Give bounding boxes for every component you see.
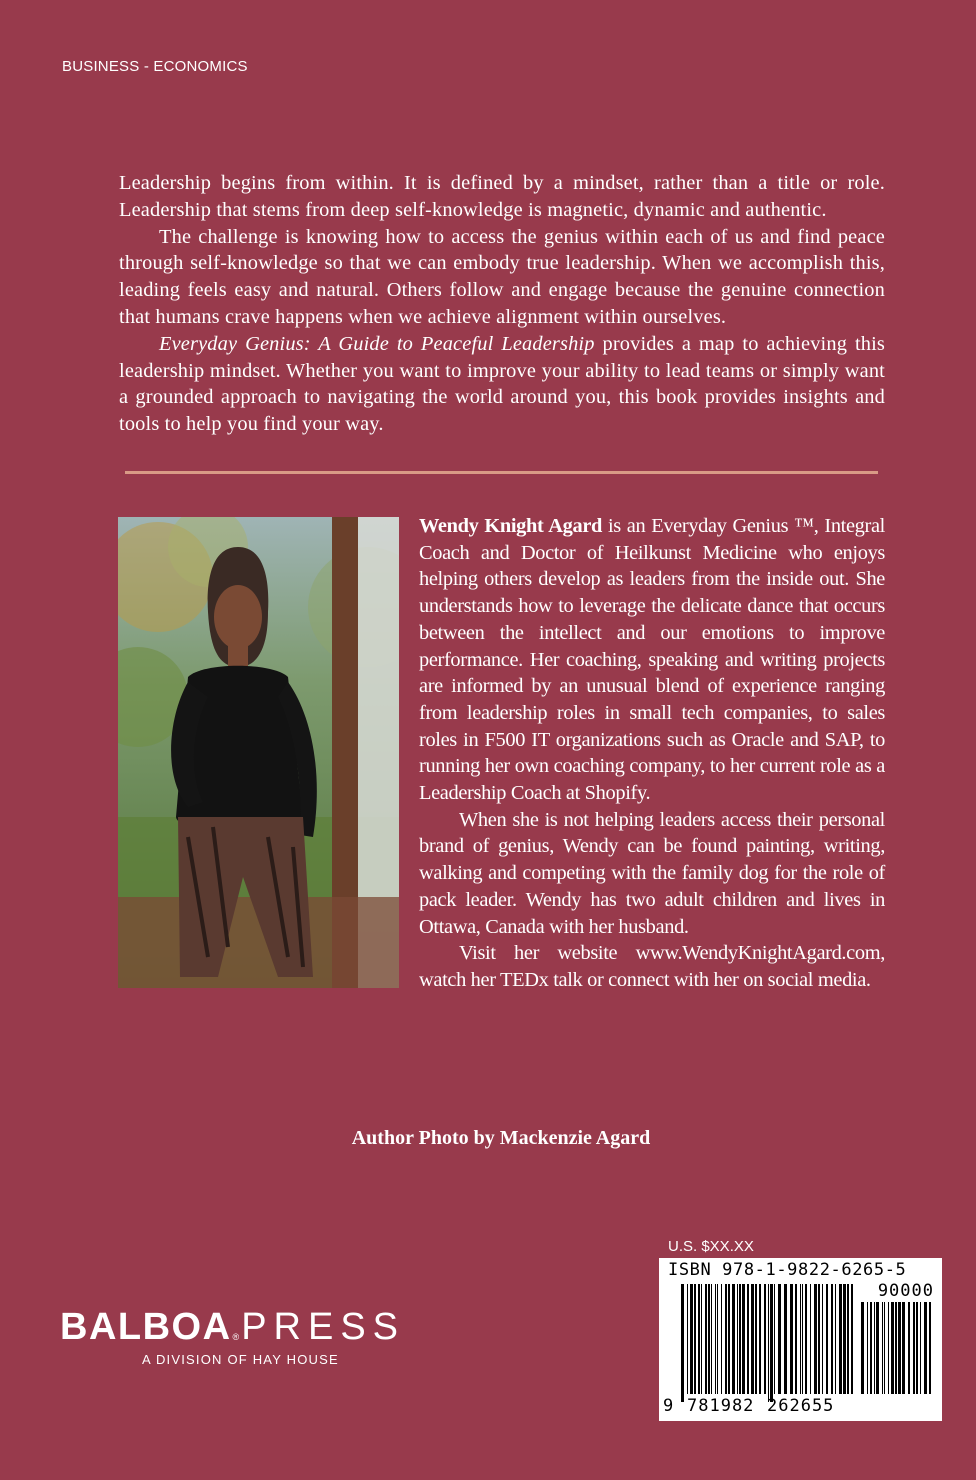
registered-mark: ® [232,1332,240,1342]
barcode-bar [805,1284,807,1394]
barcode-bar [759,1284,761,1394]
ean-first-digit: 9 [663,1396,674,1416]
barcode-bar [867,1302,868,1394]
barcode-bar [698,1284,700,1394]
barcode-bar [790,1284,793,1394]
photo-credit: Author Photo by Mackenzie Agard [351,1127,651,1149]
bio-paragraph-1-text: is an Everyday Genius ™, Integral Coach and Doctor of Heilkunst Medicine who enjoys helping others develop as leaders from the inside out. She understands how to leverage the delicate dance that occurs between the intellect and our emotions to improve performance. Her coaching, speaking and writing projects are informed by an unusual blend of experience ranging from leadership roles in small tech companies, to sales roles in F500 IT organizations such as Oracle and SAP, to running her own coaching company, to her current role as a Leadership Coach at Shopify. [419,515,885,805]
barcode-bar [690,1284,693,1394]
barcode-bar [822,1284,823,1394]
barcode-bar [717,1284,718,1394]
barcode-bar [747,1284,749,1394]
bio-paragraph-3: Visit her website www.WendyKnightAgard.com, watch her TEDx talk or connect with her on social media. [419,942,885,991]
barcode-bar [831,1284,833,1394]
barcode-bar [715,1284,716,1394]
barcode-bar [908,1302,910,1394]
barcode-bar [826,1284,828,1394]
barcode-bar [895,1302,897,1394]
publisher-press: PRESS [241,1306,406,1348]
barcode-bar [708,1284,710,1394]
barcode-bar [770,1284,773,1402]
barcode [659,1258,942,1421]
section-divider [125,471,878,474]
barcode-bar [687,1284,688,1394]
barcode-bar [847,1284,849,1394]
barcode-bar [800,1284,801,1394]
barcode-bar [916,1302,918,1394]
barcode-bar [802,1284,803,1394]
barcode-bar [705,1284,707,1394]
description-paragraph-2: The challenge is knowing how to access the genius within each of us and find peace through self-knowledge so that we can embody true leadership. When we accomplish this, leading feels easy and natural. Others follow and engage because the genuine connection that humans crave happens when we achieve alignment within ourselves. [119,225,885,328]
description-paragraph-3-text: provides a map to achieving this leadership mindset. Whether you want to improve your ability to lead teams or simply want a grounded approach to navigating the world around you, this book provides insights and tools to help you find your way. [119,332,886,436]
ean-group-right: 262655 [767,1396,835,1416]
barcode-bar [732,1284,735,1394]
publisher-logo [60,1308,405,1367]
barcode-bar [891,1302,894,1394]
barcode-bars-main [681,1284,857,1402]
author-bio [419,513,885,994]
barcode-bar [725,1284,727,1394]
publisher-brand: BALBOA [60,1306,232,1348]
barcode-bar [701,1284,702,1394]
barcode-bar [739,1284,741,1394]
author-name: Wendy Knight Agard [419,515,603,537]
barcode-bar [913,1302,915,1394]
book-title-reference: Everyday Genius: A Guide to Peaceful Leadership [159,332,595,355]
addon-code: 90000 [877,1281,934,1301]
barcode-bar [929,1302,931,1394]
barcode-bar [851,1284,853,1394]
barcode-bar [898,1302,901,1394]
barcode-bar [924,1302,927,1394]
barcode-bar [755,1284,757,1394]
barcode-bar [876,1302,879,1394]
barcode-bar [694,1284,696,1394]
barcode-bars-addon [861,1302,935,1394]
author-photo [118,517,399,988]
barcode-bar [774,1284,775,1394]
barcode-bar [681,1284,684,1402]
barcode-bar [884,1302,885,1394]
isbn-label: ISBN 978-1-9822-6265-5 [668,1260,907,1280]
price-label: U.S. $XX.XX [668,1238,754,1255]
bio-paragraph-2: When she is not helping leaders access their personal brand of genius, Wendy can be found painting, writing, walking and competing with the family dog for the role of pack leader. Wendy has two adult children and lives in Ottawa, Canada with her husband. [419,808,885,938]
barcode-bar [764,1284,766,1394]
barcode-bar [835,1284,836,1394]
bio-paragraph-1 [419,513,885,807]
barcode-bar [874,1302,875,1394]
publisher-subtitle: A DIVISION OF HAY HOUSE [142,1352,339,1367]
barcode-bar [870,1302,872,1394]
barcode-bar [902,1302,905,1394]
book-description [119,170,885,438]
barcode-bar [721,1284,722,1394]
barcode-bar [778,1284,781,1394]
barcode-bar [882,1302,883,1394]
barcode-bar [861,1302,864,1394]
category-label: BUSINESS - ECONOMICS [62,58,248,75]
barcode-bar [768,1284,769,1402]
description-paragraph-1: Leadership begins from within. It is defined by a mindset, rather than a title or role. Leadership that stems from deep self-knowledge is magnetic, dynamic and authentic. [119,172,885,221]
barcode-bar [839,1284,842,1394]
barcode-bar [728,1284,730,1394]
barcode-bar [810,1284,811,1394]
barcode-bar [784,1284,787,1394]
barcode-bar [888,1302,889,1394]
barcode-bar [814,1284,817,1394]
barcode-bar [818,1284,820,1394]
barcode-bar [843,1284,846,1394]
barcode-bar [751,1284,754,1394]
barcode-bar [742,1284,745,1394]
barcode-bar [920,1302,921,1394]
description-paragraph-3 [119,331,885,438]
author-photo-illustration [118,517,399,988]
ean-group-left: 781982 [687,1396,755,1416]
barcode-bar [795,1284,797,1394]
barcode-bar [711,1284,712,1394]
barcode-bar [737,1284,738,1394]
